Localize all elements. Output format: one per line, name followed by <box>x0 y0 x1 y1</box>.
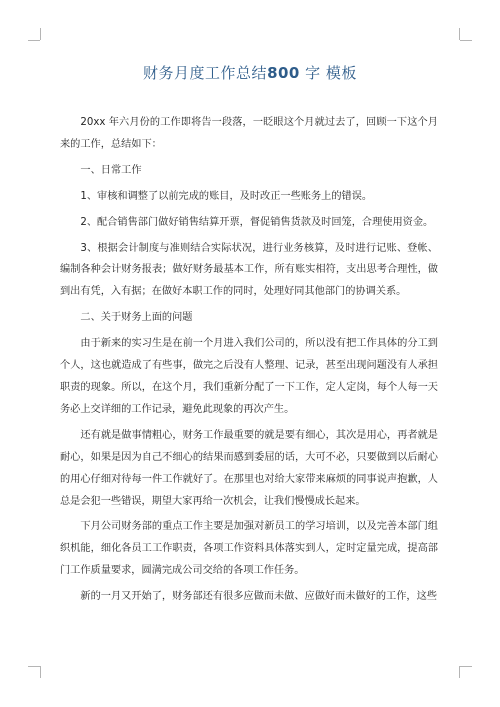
crop-mark <box>459 28 460 40</box>
crop-mark <box>28 666 40 667</box>
document-body <box>60 112 438 608</box>
paragraph: 1、审核和调整了以前完成的账目，及时改正一些账务上的错误。 <box>80 190 373 202</box>
paragraph: 由于新来的实习生是在前一个月进入我们公司的，所以没有把工作具体的分工到个人，这也就造成了有些事，做完之后没有人整理、记录，甚至出现问题没有人承担职责的现象。所以，在这个月，我们重新分配了一下工作，定人定岗，每个人每一天务必上交详细的工作记录，避免此现象的再次产生。 <box>60 338 438 415</box>
paragraph: 还有就是做事情粗心，财务工作最重要的就是要有细心，其次是用心，再者就是耐心，如果是因为自己不细心的结果而感到委屈的话，大可不必，只要做到以后耐心的用心仔细对待每一件工作就好了。在那里也对给大家带来麻烦的同事说声抱歉，人总是会犯一些错误，期望大家再给一次机会，让我们慢慢成长起来。 <box>60 429 438 507</box>
crop-mark <box>460 40 472 41</box>
crop-mark <box>40 28 41 40</box>
crop-mark <box>28 40 40 41</box>
section-heading: 一、日常工作 <box>80 164 142 176</box>
paragraph: 20xx 年六月份的工作即将告一段落，一眨眼这个月就过去了，回顾一下这个月来的工作，总结如下： <box>60 117 438 150</box>
paragraph: 2、配合销售部门做好销售结算开票，督促销售货款及时回笼，合理使用资金。 <box>80 216 434 228</box>
crop-mark <box>459 666 460 678</box>
paragraph: 3、根据会计制度与准则结合实际状况，进行业务核算，及时进行记账、登帐、编制各种会计财务报表；做好财务最基本工作，所有账实相符，支出思考合理性，做到出有凭，入有据；在做好本职工作的同时，处理好同其他部门的协调关系。 <box>60 242 438 298</box>
crop-mark <box>460 666 472 667</box>
paragraph: 下月公司财务部的重点工作主要是加强对新员工的学习培训，以及完善本部门组织机能，细化各员工工作职责，各项工作资料具体落实到人，定时定量完成，提高部门工作质量要求，圆满完成公司交给的各项工作任务。 <box>60 521 438 577</box>
document-title <box>0 62 500 83</box>
title-text: 财务月度工作总结 <box>143 64 268 82</box>
title-number: 800 <box>267 64 300 82</box>
crop-mark <box>40 666 41 678</box>
title-suffix: 字 模板 <box>305 64 357 82</box>
section-heading: 二、关于财务上面的问题 <box>80 312 193 324</box>
paragraph: 新的一月又开始了，财务部还有很多应做而未做、应做好而未做好的工作，这些 <box>80 591 437 603</box>
